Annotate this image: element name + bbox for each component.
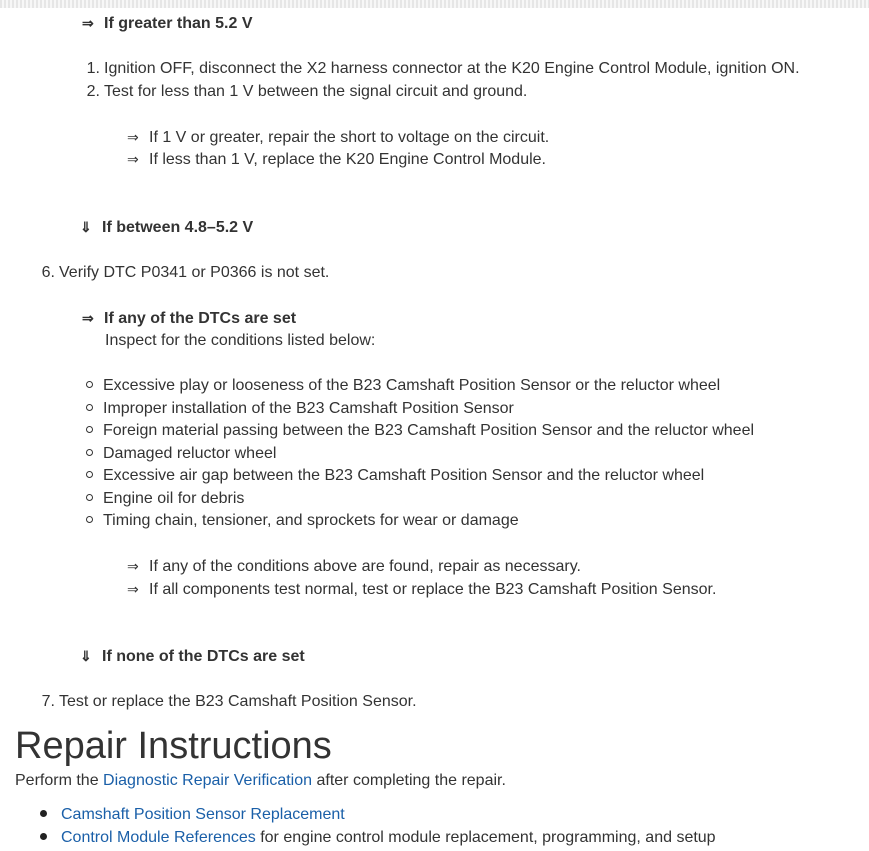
result-text: If any of the conditions above are found, repair as necessary. (149, 558, 581, 575)
repair-instructions-heading: Repair Instructions (15, 725, 332, 767)
circle-bullet-icon (86, 404, 93, 411)
down-double-arrow-icon: ⇓ (80, 648, 92, 664)
list-item (86, 444, 276, 464)
list-item (40, 828, 716, 848)
result-item (127, 149, 546, 170)
condition-text: Damaged reluctor wheel (103, 445, 277, 462)
step-7 (35, 692, 417, 712)
list-item (86, 399, 514, 419)
circle-bullet-icon (86, 426, 93, 433)
step-text: Verify DTC P0341 or P0366 is not set. (59, 264, 330, 281)
condition-text: Improper installation of the B23 Camshaft Position Sensor (103, 400, 514, 417)
list-item (86, 511, 519, 531)
condition-text: Excessive air gap between the B23 Camshaft Position Sensor and the reluctor wheel (103, 467, 705, 484)
result-label: If greater than 5.2 V (104, 15, 253, 32)
diagnostic-repair-verification-link[interactable]: Diagnostic Repair Verification (103, 772, 313, 789)
bullet-icon (40, 833, 47, 840)
step-number: 7. (41, 693, 55, 710)
list-item (80, 59, 800, 79)
result-dtcs-set (82, 308, 296, 329)
intro-text: Perform the (15, 772, 104, 789)
top-border (0, 0, 869, 8)
list-item (80, 82, 527, 102)
inspect-instruction: Inspect for the conditions listed below: (105, 332, 376, 349)
result-text: If less than 1 V, replace the K20 Engine Control Module. (149, 151, 546, 168)
condition-text: Excessive play or looseness of the B23 Camshaft Position Sensor or the reluctor wheel (103, 377, 721, 394)
result-between-4-8-5-2v (80, 217, 253, 238)
step-number: 6. (41, 264, 55, 281)
right-double-arrow-icon: ⇒ (127, 558, 139, 574)
bullet-icon (40, 810, 47, 817)
step-number: 2. (86, 83, 100, 100)
camshaft-sensor-replacement-link[interactable]: Camshaft Position Sensor Replacement (61, 806, 345, 823)
list-item (86, 489, 244, 509)
control-module-references-link[interactable]: Control Module References (61, 829, 256, 846)
result-item (127, 556, 581, 577)
repair-intro (15, 771, 506, 791)
result-label: If none of the DTCs are set (102, 648, 305, 665)
right-double-arrow-icon: ⇒ (82, 310, 94, 326)
circle-bullet-icon (86, 381, 93, 388)
circle-bullet-icon (86, 449, 93, 456)
list-item (40, 805, 345, 825)
result-text: If 1 V or greater, repair the short to voltage on the circuit. (149, 129, 550, 146)
right-double-arrow-icon: ⇒ (127, 581, 139, 597)
intro-text: after completing the repair. (312, 772, 506, 789)
result-label: If between 4.8–5.2 V (102, 219, 254, 236)
link-suffix: for engine control module replacement, programming, and setup (255, 829, 716, 846)
circle-bullet-icon (86, 516, 93, 523)
down-double-arrow-icon: ⇓ (80, 219, 92, 235)
result-item (127, 579, 716, 600)
list-item (86, 421, 754, 441)
condition-text: Timing chain, tensioner, and sprockets for wear or damage (103, 512, 519, 529)
circle-bullet-icon (86, 494, 93, 501)
result-label: If any of the DTCs are set (104, 310, 297, 327)
right-double-arrow-icon: ⇒ (82, 15, 94, 31)
result-item (127, 127, 549, 148)
condition-text: Engine oil for debris (103, 490, 245, 507)
step-text: Ignition OFF, disconnect the X2 harness connector at the K20 Engine Control Module, ignition ON. (104, 60, 800, 77)
step-text: Test for less than 1 V between the signal circuit and ground. (104, 83, 528, 100)
circle-bullet-icon (86, 471, 93, 478)
result-text: If all components test normal, test or replace the B23 Camshaft Position Sensor. (149, 581, 717, 598)
step-6 (35, 263, 329, 283)
result-none-set (80, 646, 305, 667)
step-text: Test or replace the B23 Camshaft Position Sensor. (59, 693, 417, 710)
right-double-arrow-icon: ⇒ (127, 129, 139, 145)
step-number: 1. (86, 60, 100, 77)
result-greater-than-5-2v (82, 13, 253, 34)
condition-text: Foreign material passing between the B23 Camshaft Position Sensor and the reluctor wheel (103, 422, 755, 439)
list-item (86, 376, 720, 396)
list-item (86, 466, 704, 486)
right-double-arrow-icon: ⇒ (127, 151, 139, 167)
